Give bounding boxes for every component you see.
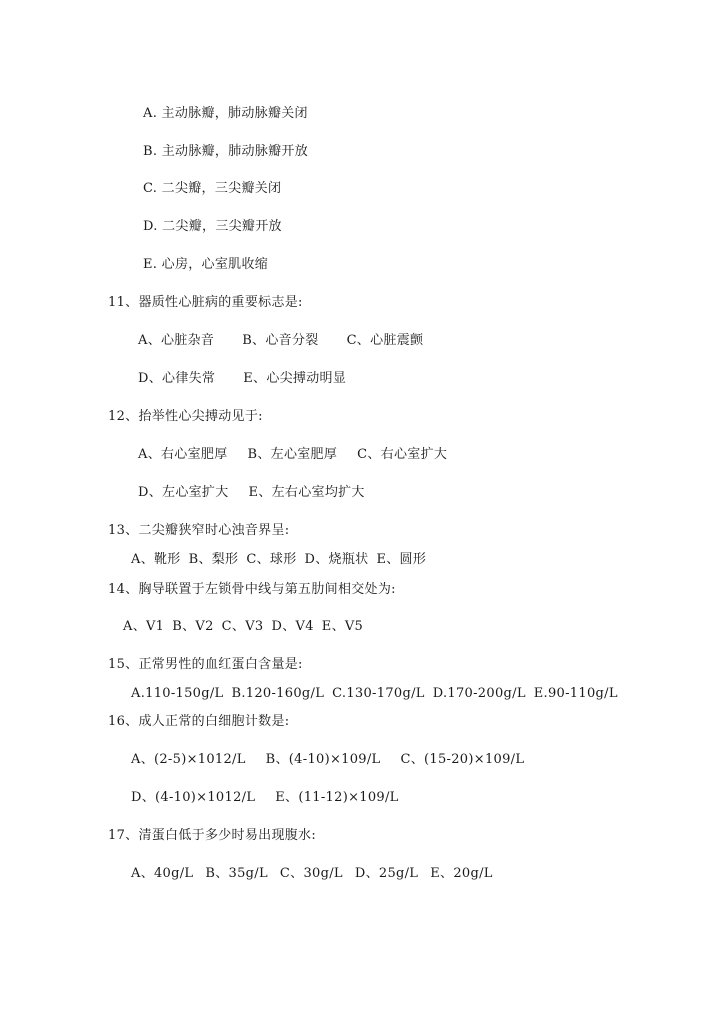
q11-option-d: D、心律失常 xyxy=(138,371,216,386)
option-b: B. 主动脉瓣，肺动脉瓣开放 xyxy=(143,144,309,159)
q17-option-a: A、40g/L xyxy=(131,866,194,881)
question-12-options-row-2 xyxy=(138,485,365,501)
q14-option-e: E、V5 xyxy=(321,619,364,634)
q14-option-d: D、V4 xyxy=(271,619,314,634)
q13-option-c: C、球形 xyxy=(246,552,297,567)
question-13-stem: 13、二尖瓣狭窄时心浊音界呈: xyxy=(108,523,290,538)
question-11-stem: 11、器质性心脏病的重要标志是: xyxy=(108,295,303,310)
q15-option-d: D.170-200g/L xyxy=(432,686,526,701)
q15-option-a: A.110-150g/L xyxy=(131,686,224,701)
question-16-options-row-1 xyxy=(131,752,524,768)
q17-option-e: E、20g/L xyxy=(430,866,493,881)
q13-option-b: B、梨形 xyxy=(188,552,239,567)
option-d: D. 二尖瓣，三尖瓣开放 xyxy=(143,219,282,234)
q15-option-b: B.120-160g/L xyxy=(231,686,325,701)
q11-option-b: B、心音分裂 xyxy=(242,333,319,348)
q15-option-e: E.90-110g/L xyxy=(533,686,618,701)
q11-option-e: E、心尖搏动明显 xyxy=(243,371,347,386)
question-11-options-row-1 xyxy=(138,333,423,349)
q16-option-d: D、(4-10)×1012/L xyxy=(131,790,256,805)
question-15-options xyxy=(131,686,618,702)
q12-option-d: D、左心室扩大 xyxy=(138,485,229,500)
question-13-options xyxy=(131,552,426,568)
question-11-options-row-2 xyxy=(138,371,346,387)
q12-option-a: A、右心室肥厚 xyxy=(138,447,228,462)
q17-option-d: D、25g/L xyxy=(354,866,419,881)
q17-option-c: C、30g/L xyxy=(279,866,343,881)
option-a: A. 主动脉瓣，肺动脉瓣关闭 xyxy=(143,106,308,121)
q15-option-c: C.130-170g/L xyxy=(332,686,425,701)
q16-option-b: B、(4-10)×109/L xyxy=(265,752,381,767)
q11-option-a: A、心脏杂音 xyxy=(138,333,215,348)
option-e: E. 心房，心室肌收缩 xyxy=(143,257,269,272)
q16-option-a: A、(2-5)×1012/L xyxy=(131,752,246,767)
q12-option-b: B、左心室肥厚 xyxy=(247,447,338,462)
question-12-stem: 12、抬举性心尖搏动见于: xyxy=(108,409,263,424)
q13-option-e: E、圆形 xyxy=(376,552,427,567)
q14-option-c: C、V3 xyxy=(221,619,264,634)
q17-option-b: B、35g/L xyxy=(205,866,268,881)
question-16-options-row-2 xyxy=(131,790,399,806)
q14-option-a: A、V1 xyxy=(123,619,165,634)
q13-option-d: D、烧瓶状 xyxy=(304,552,369,567)
question-14-options xyxy=(123,619,363,635)
question-16-stem: 16、成人正常的白细胞计数是: xyxy=(108,714,290,729)
q16-option-e: E、(11-12)×109/L xyxy=(275,790,399,805)
q14-option-b: B、V2 xyxy=(172,619,214,634)
question-12-options-row-1 xyxy=(138,447,447,463)
q12-option-e: E、左右心室均扩大 xyxy=(248,485,365,500)
q11-option-c: C、心脏震颤 xyxy=(346,333,424,348)
q13-option-a: A、靴形 xyxy=(131,552,181,567)
question-17-stem: 17、清蛋白低于多少时易出现腹水: xyxy=(108,828,317,843)
question-15-stem: 15、正常男性的血红蛋白含量是: xyxy=(108,657,303,672)
q12-option-c: C、右心室扩大 xyxy=(357,447,448,462)
q16-option-c: C、(15-20)×109/L xyxy=(400,752,525,767)
question-17-options xyxy=(131,866,493,882)
option-c: C. 二尖瓣，三尖瓣关闭 xyxy=(143,181,282,196)
question-14-stem: 14、胸导联置于左锁骨中线与第五肋间相交处为: xyxy=(108,582,396,597)
